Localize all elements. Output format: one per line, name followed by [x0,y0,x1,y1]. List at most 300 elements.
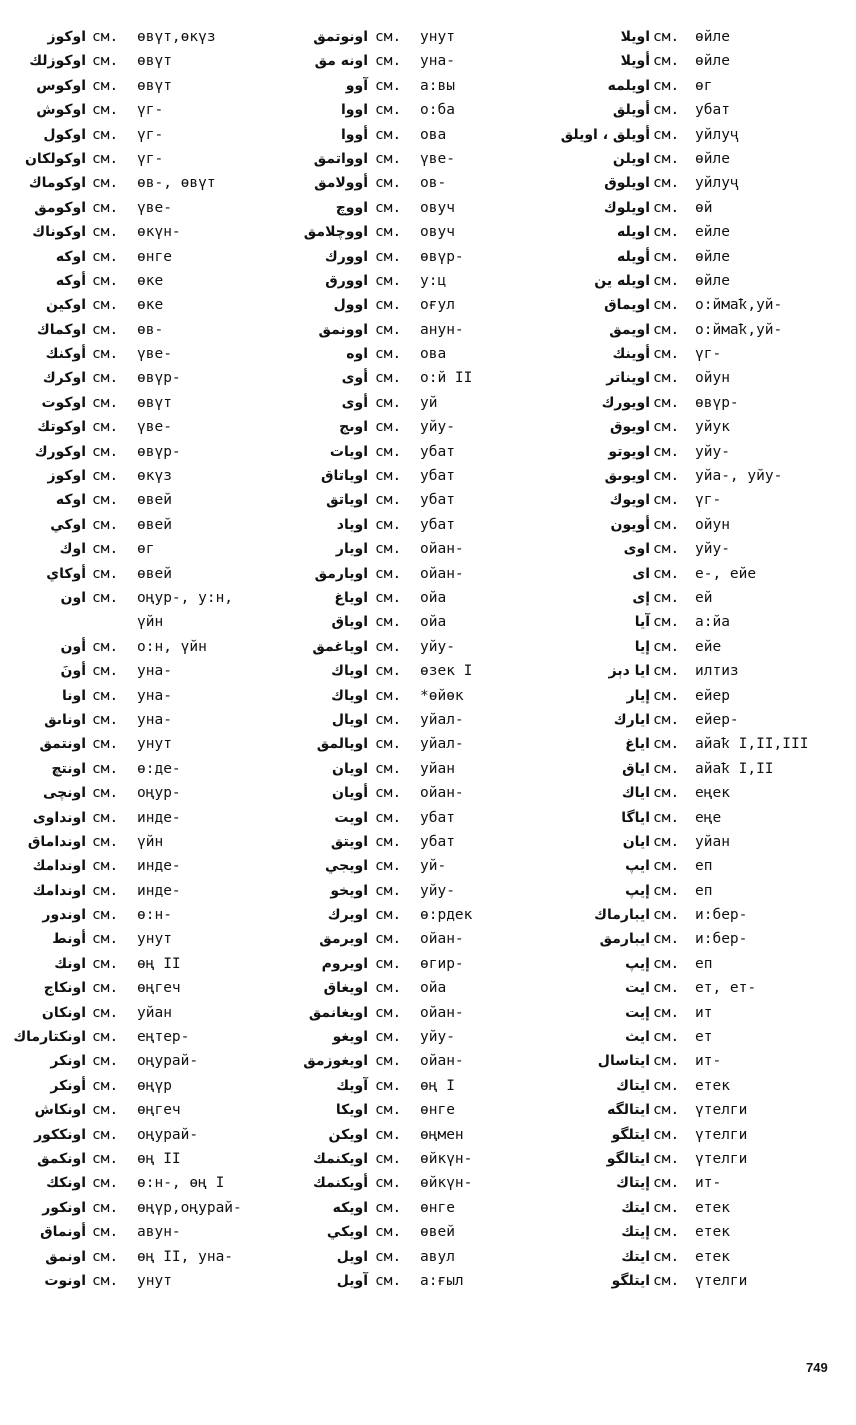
cross-reference: өңүр [137,1077,172,1094]
see-abbreviation: см. [375,77,402,94]
see-abbreviation: см. [653,980,680,997]
dictionary-entry [0,1147,300,1171]
dictionary-entry [285,610,575,634]
cross-reference: ит- [695,1053,722,1070]
cross-reference: ойа [420,589,447,606]
dictionary-entry [0,269,300,293]
arabic-headword: اونكتارماك [13,1029,86,1046]
dictionary-entry [285,74,575,98]
see-abbreviation: см. [653,833,680,850]
see-abbreviation: см. [653,77,680,94]
cross-reference: о:н, үйн [137,638,207,655]
arabic-headword: أوكه [55,272,86,289]
dictionary-entry [0,1123,300,1147]
see-abbreviation: см. [92,687,119,704]
arabic-headword: اويوتو [608,443,650,460]
see-abbreviation: см. [375,907,402,924]
arabic-headword: اونتچ [51,760,86,777]
dictionary-entry [0,440,300,464]
see-abbreviation: см. [653,663,680,680]
see-abbreviation: см. [375,126,402,143]
dictionary-entry [285,830,575,854]
see-abbreviation: см. [92,565,119,582]
see-abbreviation: см. [92,1224,119,1241]
dictionary-entry [285,537,575,561]
cross-reference: еп [695,882,713,899]
cross-reference: ойан- [420,541,464,558]
dictionary-entry [285,708,575,732]
column-3 [545,25,856,1293]
arabic-headword: اويتق [330,833,368,850]
cross-reference: ө:де- [137,760,181,777]
cross-reference: уйан [420,760,455,777]
see-abbreviation: см. [375,1224,402,1241]
dictionary-entry [0,391,300,415]
see-abbreviation: см. [375,199,402,216]
dictionary-entry [545,927,856,951]
cross-reference: уй [420,394,438,411]
cross-reference: о:й II [420,370,473,387]
dictionary-entry [545,708,856,732]
cross-reference: өйле [695,29,730,45]
dictionary-entry [285,488,575,512]
arabic-headword: ايتاك [616,1077,650,1094]
dictionary-entry [545,440,856,464]
see-abbreviation: см. [92,1053,119,1070]
arabic-headword: اويله ين [594,272,650,289]
arabic-headword: اوياتق [326,492,368,509]
arabic-headword: أووا [340,126,368,143]
dictionary-entry [285,391,575,415]
arabic-headword: اويان [332,760,368,777]
arabic-headword: اوياغ [334,589,368,606]
dictionary-entry [545,1001,856,1025]
see-abbreviation: см. [375,711,402,728]
see-abbreviation: см. [375,394,402,411]
see-abbreviation: см. [92,663,119,680]
arabic-headword: ايتلگو [611,1272,650,1289]
cross-reference: убат [695,102,730,119]
cross-reference: ойан- [420,565,464,582]
cross-reference: ет [695,1029,713,1046]
cross-reference: ейер [695,687,730,704]
arabic-headword: ايتالگه [607,1102,650,1119]
see-abbreviation: см. [653,638,680,655]
cross-reference: өңүр,оңурай- [137,1199,242,1216]
cross-reference: оңурай- [137,1053,199,1070]
cross-reference: етек [695,1248,730,1265]
cross-reference: инде- [137,858,181,875]
see-abbreviation: см. [653,1272,680,1289]
dictionary-entry [0,293,300,317]
arabic-headword: أوينك [612,346,650,363]
see-abbreviation: см. [375,541,402,558]
dictionary-entry [545,732,856,756]
see-abbreviation: см. [375,53,402,70]
arabic-headword: ايبارماك [594,907,650,924]
see-abbreviation: см. [375,663,402,680]
arabic-headword: اونوت [44,1272,86,1289]
see-abbreviation: см. [375,785,402,802]
dictionary-entry [545,903,856,927]
dictionary-entry [545,98,856,122]
cross-reference: өке [137,297,164,314]
see-abbreviation: см. [375,1053,402,1070]
dictionary-entry [545,879,856,903]
see-abbreviation: см. [92,858,119,875]
arabic-headword: اوول [333,297,368,314]
cross-reference: ет, ет- [695,980,757,997]
cross-reference: оғул [420,297,455,314]
cross-reference: өзек I [420,663,473,680]
see-abbreviation: см. [653,1053,680,1070]
cross-reference: үйн [137,614,164,631]
arabic-headword: اوورك [324,248,368,265]
arabic-headword: إيار [626,687,650,704]
arabic-headword: اويله [617,224,650,241]
dictionary-entry [285,269,575,293]
cross-reference: етек [695,1077,730,1094]
see-abbreviation: см. [92,175,119,192]
cross-reference: үйн [137,833,164,850]
see-abbreviation: см. [375,760,402,777]
see-abbreviation: см. [653,53,680,70]
see-abbreviation: см. [653,199,680,216]
dictionary-entry [545,245,856,269]
cross-reference: ө:рдек [420,907,473,924]
cross-reference: өвей [137,565,172,582]
dictionary-entry [0,1269,300,1293]
dictionary-entry [0,903,300,927]
see-abbreviation: см. [375,1126,402,1143]
dictionary-entry [0,123,300,147]
see-abbreviation: см. [653,248,680,265]
cross-reference: анун- [420,321,464,338]
arabic-headword: اونكر [50,1053,86,1070]
arabic-headword: اوكولكان [24,150,86,167]
dictionary-entry [0,1001,300,1025]
arabic-headword: اوكوناك [32,224,86,241]
dictionary-entry [545,1098,856,1122]
see-abbreviation: см. [375,29,402,45]
dictionary-entry [285,171,575,195]
dictionary-entry [545,366,856,390]
arabic-headword: اويكا [335,1102,368,1119]
cross-reference: авул [420,1248,455,1265]
dictionary-entry [545,610,856,634]
see-abbreviation: см. [653,1248,680,1265]
see-abbreviation: см. [375,175,402,192]
see-abbreviation: см. [653,614,680,631]
cross-reference: еңтер- [137,1029,190,1046]
see-abbreviation: см. [653,1175,680,1192]
arabic-headword: اونا [61,687,86,704]
see-abbreviation: см. [653,931,680,948]
see-abbreviation: см. [653,175,680,192]
dictionary-entry [285,464,575,488]
dictionary-entry [545,342,856,366]
cross-reference: үтелги [695,1150,748,1167]
arabic-headword: ايت [625,980,650,997]
dictionary-entry [285,659,575,683]
dictionary-entry [0,1171,300,1195]
see-abbreviation: см. [92,882,119,899]
arabic-headword: أونَ [60,663,86,680]
arabic-headword: اوندامك [32,882,86,899]
dictionary-entry [0,806,300,830]
cross-reference: авун- [137,1224,181,1241]
cross-reference: ей [695,589,713,606]
cross-reference: үг- [137,102,164,119]
cross-reference: о:ймаҟ,уй- [695,321,783,338]
arabic-headword: اويلوق [604,175,650,192]
arabic-headword: إيا [634,638,650,655]
cross-reference: өвүр- [137,443,181,460]
arabic-headword: اويغوزمق [303,1053,368,1070]
dictionary-entry [0,659,300,683]
arabic-headword: اوكول [43,126,86,143]
see-abbreviation: см. [375,931,402,948]
arabic-headword: أوكنك [45,346,86,363]
cross-reference: ойа [420,614,447,631]
cross-reference: а:ғыл [420,1272,464,1289]
arabic-headword: اياق [622,760,650,777]
arabic-headword: إيتك [621,1224,650,1241]
dictionary-entry [545,854,856,878]
dictionary-entry [0,74,300,98]
see-abbreviation: см. [653,1029,680,1046]
see-abbreviation: см. [653,272,680,289]
cross-reference: өвүр- [137,370,181,387]
cross-reference: өг [695,77,713,94]
see-abbreviation: см. [375,1272,402,1289]
cross-reference: өңгеч [137,980,181,997]
see-abbreviation: см. [375,589,402,606]
arabic-headword: اووچ [335,199,368,216]
see-abbreviation: см. [92,77,119,94]
see-abbreviation: см. [92,955,119,972]
see-abbreviation: см. [653,1004,680,1021]
dictionary-entry [285,1123,575,1147]
dictionary-entry [0,952,300,976]
dictionary-entry [0,171,300,195]
arabic-headword: أويله [617,248,650,265]
see-abbreviation: см. [92,736,119,753]
cross-reference: үг- [695,492,722,509]
cross-reference: өйле [695,53,730,70]
dictionary-entry [285,903,575,927]
dictionary-entry [0,220,300,244]
arabic-headword: اوياتاق [320,468,368,485]
dictionary-entry [0,757,300,781]
dictionary-entry [545,269,856,293]
see-abbreviation: см. [92,760,119,777]
cross-reference: убат [420,443,455,460]
see-abbreviation: см. [653,297,680,314]
dictionary-entry [0,586,300,610]
arabic-headword: اوياك [331,663,368,680]
arabic-headword: اووا [340,102,368,119]
dictionary-entry [285,1098,575,1122]
arabic-headword: اونكمق [37,1150,86,1167]
cross-reference: өвүт [137,394,172,411]
dictionary-entry [545,415,856,439]
dictionary-entry [0,464,300,488]
arabic-headword: اويكنمك [312,1150,368,1167]
dictionary-entry [285,586,575,610]
cross-reference: өвүр- [695,394,739,411]
arabic-headword: اونمق [45,1248,86,1265]
see-abbreviation: см. [375,882,402,899]
arabic-headword: اونكاج [43,980,86,997]
see-abbreviation: см. [375,1102,402,1119]
arabic-headword: أويلق [612,102,650,119]
dictionary-entry [0,610,300,634]
cross-reference: уна- [137,711,172,728]
cross-reference: өгир- [420,955,464,972]
see-abbreviation: см. [375,809,402,826]
dictionary-entry [545,25,856,49]
dictionary-entry [0,488,300,512]
cross-reference: уйал- [420,711,464,728]
dictionary-entry [545,220,856,244]
dictionary-entry [545,952,856,976]
cross-reference: еп [695,858,713,875]
dictionary-entry [545,1074,856,1098]
see-abbreviation: см. [92,1029,119,1046]
see-abbreviation: см. [92,419,119,436]
cross-reference: уйан [137,1004,172,1021]
cross-reference: өйкүн- [420,1175,473,1192]
dictionary-entry [285,1001,575,1025]
see-abbreviation: см. [653,687,680,704]
see-abbreviation: см. [653,907,680,924]
cross-reference: өкүз [137,468,172,485]
arabic-headword: آوو [345,77,368,94]
cross-reference: ова [420,346,447,363]
arabic-headword: ايتاسال [597,1053,650,1070]
arabic-headword: اوياغمق [312,638,368,655]
cross-reference: а:вы [420,77,455,94]
cross-reference: өңгеч [137,1102,181,1119]
dictionary-entry [285,147,575,171]
see-abbreviation: см. [375,1199,402,1216]
cross-reference: илтиз [695,663,739,680]
see-abbreviation: см. [653,589,680,606]
see-abbreviation: см. [375,1150,402,1167]
arabic-headword: اوياك [331,687,368,704]
cross-reference: өңмен [420,1126,464,1143]
dictionary-entry [0,562,300,586]
arabic-headword: إيت [625,1004,650,1021]
see-abbreviation: см. [92,492,119,509]
cross-reference: үг- [137,150,164,167]
dictionary-entry [285,49,575,73]
arabic-headword: اوى [623,541,650,558]
arabic-headword: اويلن [612,150,650,167]
cross-reference: еп [695,955,713,972]
cross-reference: уйу- [420,882,455,899]
arabic-headword: أونكر [50,1077,86,1094]
arabic-headword: اويغانمق [308,1004,368,1021]
dictionary-entry [0,879,300,903]
arabic-headword: أونط [52,931,86,948]
cross-reference: өнге [137,248,172,265]
dictionary-entry [285,1245,575,1269]
dictionary-entry [0,366,300,390]
dictionary-entry [545,1171,856,1195]
see-abbreviation: см. [92,321,119,338]
dictionary-entry [0,927,300,951]
cross-reference: өвүт [137,53,172,70]
column-2 [285,25,575,1293]
arabic-headword: اونك [54,955,86,972]
dictionary-entry [0,1049,300,1073]
dictionary-entry [545,659,856,683]
arabic-headword: أوى [341,370,368,387]
see-abbreviation: см. [92,833,119,850]
arabic-headword: اويلا [620,29,650,45]
see-abbreviation: см. [375,419,402,436]
dictionary-entry [0,1220,300,1244]
cross-reference: айаҟ I,II [695,760,774,777]
dictionary-entry [545,464,856,488]
dictionary-entry [285,196,575,220]
see-abbreviation: см. [375,980,402,997]
arabic-headword: اوورق [325,272,368,289]
arabic-headword: اويلوك [603,199,650,216]
cross-reference: ойан- [420,1053,464,1070]
see-abbreviation: см. [653,419,680,436]
arabic-headword: اوكوتك [37,419,86,436]
dictionary-entry [285,513,575,537]
cross-reference: өкүн- [137,224,181,241]
dictionary-entry [285,562,575,586]
arabic-headword: ايارك [613,711,650,728]
dictionary-entry [285,1269,575,1293]
see-abbreviation: см. [92,53,119,70]
see-abbreviation: см. [92,1175,119,1192]
arabic-headword: اوه [346,346,368,363]
dictionary-entry [0,708,300,732]
arabic-headword: اويوك [609,492,650,509]
arabic-headword: أون [60,638,86,655]
see-abbreviation: см. [375,858,402,875]
arabic-headword: اويماق [604,297,650,314]
cross-reference: уйу- [695,541,730,558]
cross-reference: оңур-, у:н, [137,589,234,606]
dictionary-entry [285,1074,575,1098]
cross-reference: өвүт [137,77,172,94]
see-abbreviation: см. [653,711,680,728]
cross-reference: өйкүн- [420,1150,473,1167]
dictionary-entry [545,1049,856,1073]
dictionary-entry [285,1220,575,1244]
dictionary-entry [285,293,575,317]
cross-reference: үве- [137,346,172,363]
arabic-headword: اونه مق [314,53,368,70]
cross-reference: үтелги [695,1272,748,1289]
arabic-headword: ايتك [621,1199,650,1216]
arabic-headword: اونتمق [39,736,86,753]
arabic-headword: اونكور [42,1199,86,1216]
column-1 [0,25,300,1293]
see-abbreviation: см. [653,394,680,411]
cross-reference: еңек [695,785,730,802]
see-abbreviation: см. [375,687,402,704]
cross-reference: өв- [137,321,164,338]
dictionary-entry [545,318,856,342]
